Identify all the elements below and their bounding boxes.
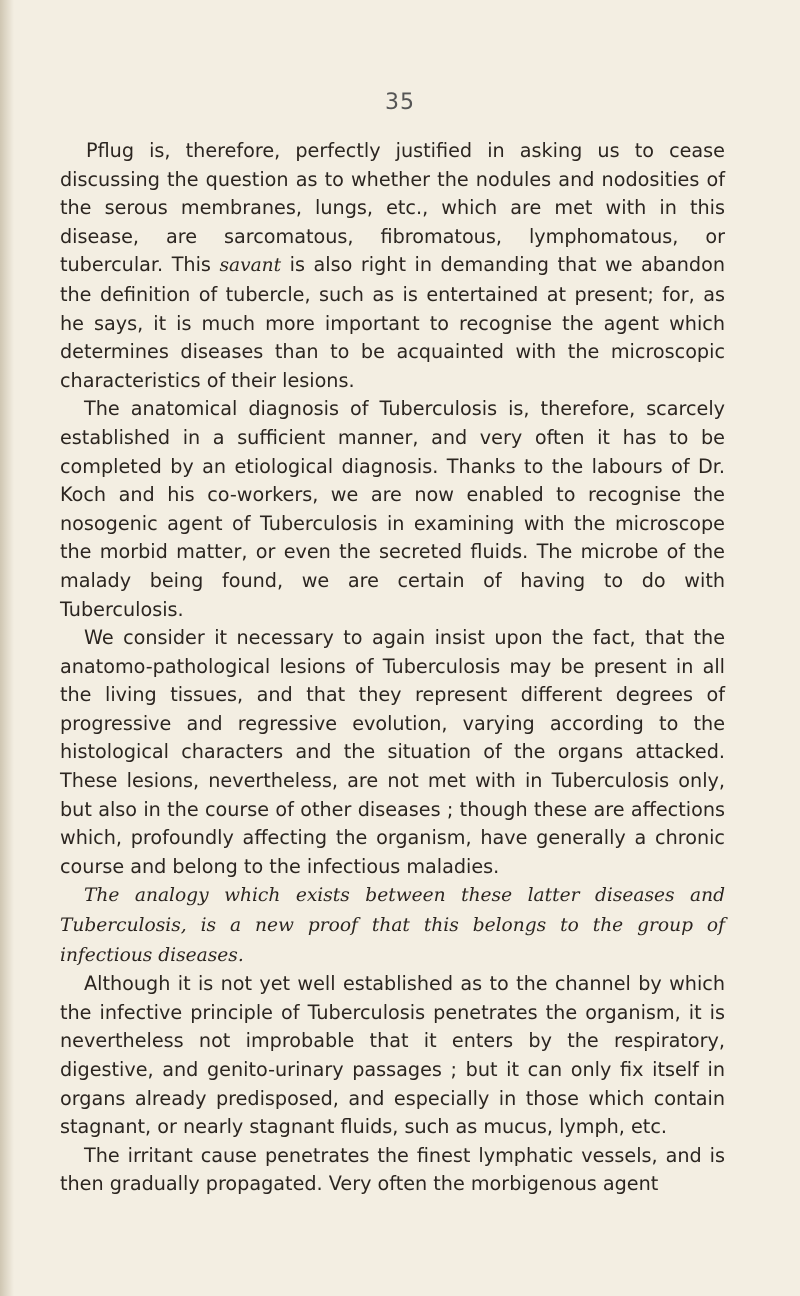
text-run: We consider it necessary to again insist upon the fact, that the anatomo-pathological lesions of Tuberculosis may be present in all the living tissues, and that they represent different degrees of progressive and regressive evolution, varying according to the histological characters and the situation of the organs attacked. These lesions, nevertheless, are not met with in Tuberculosis only, but also in the course of other diseases ; though these are affections which, profoundly affecting the organism, have generally a chronic course and belong to the infectious maladies.	[60, 626, 725, 878]
text-run: is also right in demanding that we abandon the definition of tubercle, such as is entertained at present; for, as he says, it is much more important to recognise the agent which determines diseases than to be acquainted with the microscopic characteristics of their lesions.	[60, 253, 725, 392]
paragraph	[60, 881, 725, 970]
text-run: The irritant cause penetrates the finest lymphatic vessels, and is then gradually propagated. Very often the morbigenous agent	[60, 1143, 725, 1196]
paragraph	[60, 1142, 725, 1199]
paragraph	[60, 624, 725, 881]
body-text	[60, 137, 725, 1199]
paragraph	[60, 970, 725, 1142]
text-run: Pflug is, therefore, perfectly justified in asking us to cease discussing the question as to whether the nodules and nodosities of the serous membranes, lungs, etc., which are met with in this disease, are sarcomatous, fibromatous, lymphomatous, or tubercular. This	[60, 139, 725, 277]
page-number: 35	[385, 90, 415, 115]
text-run: The anatomical diagnosis of Tuberculosis is, therefore, scarcely established in a sufficient manner, and very often it has to be completed by an etiological diagnosis. Thanks to the labours of Dr. Koch and his co-workers, we are now enabled to recognise the nosogenic agent of Tuberculosis in examining with the microscope the morbid matter, or even the secreted fluids. The microbe of the malady being found, we are certain of having to do with Tuberculosis.	[60, 397, 725, 621]
text-run: Although it is not yet well established as to the channel by which the infective principle of Tuberculosis penetrates the organism, it is nevertheless not improbable that it enters by the respiratory, digestive, and genito-urinary passages ; but it can only fix itself in organs already predisposed, and especially in those which contain stagnant, or nearly stagnant fluids, such as mucus, lymph, etc.	[60, 972, 725, 1139]
italic-text-run: savant	[219, 255, 282, 277]
italic-text-run: The analogy which exists between these latter diseases and Tuberculosis, is a new proof that this belongs to the group of infectious diseases.	[60, 885, 725, 966]
paragraph	[60, 395, 725, 624]
paragraph	[60, 137, 725, 395]
page-gutter-shadow	[0, 0, 14, 1296]
